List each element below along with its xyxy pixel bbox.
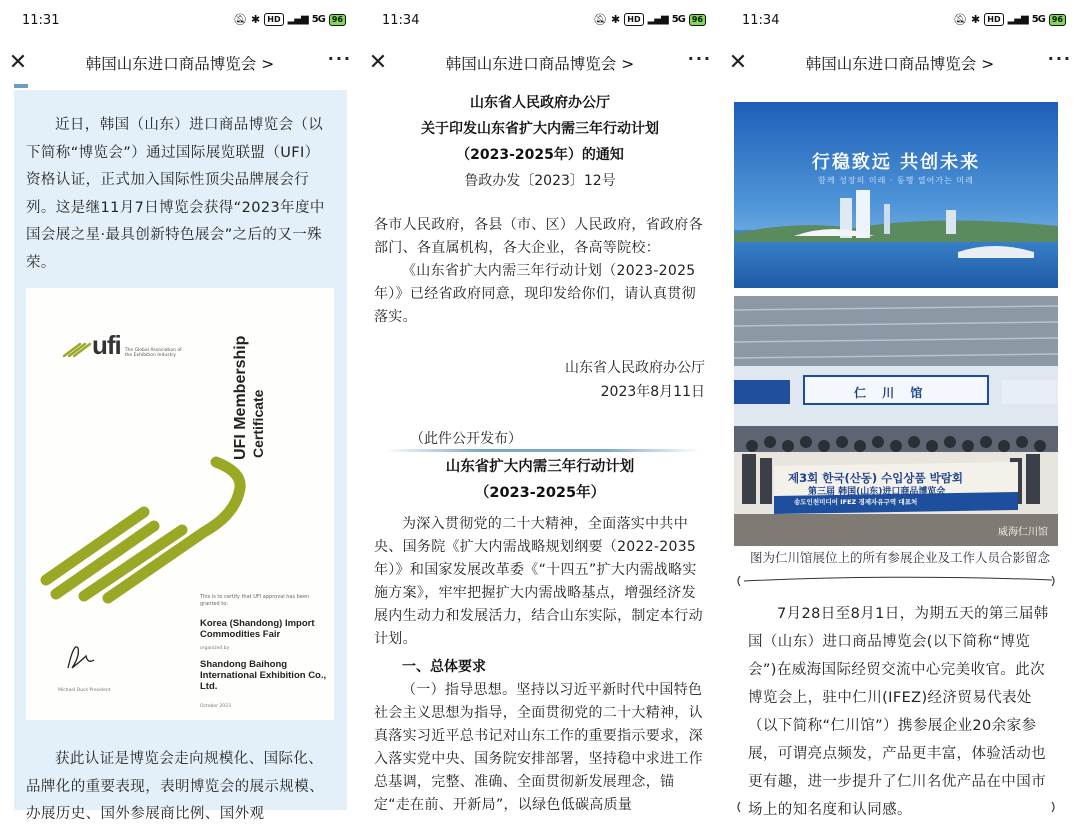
- hd-icon: HD: [984, 13, 1003, 26]
- close-icon[interactable]: ✕: [8, 50, 28, 75]
- accent-bar: [14, 84, 28, 88]
- article-paragraph: 7月28日至8月1日，为期五天的第三届韩国（山东）进口商品博览会(以下简称“博览会”)在威海国际经贸交流中心完美收官。此次博览会上，驻中仁川(IFEZ)经济贸易代表处（以下简称“仁川馆”）携参展企业20余家参展，可谓亮点频发，产品更丰富，体验活动也更有趣，进一步提升了仁川名优产品在中国市场上的知名度和认同感。: [748, 606, 1049, 818]
- bell-off-icon: 🔕︎: [953, 13, 968, 26]
- signer-name: Michael Duck President: [58, 688, 111, 693]
- city-skyline-graphic: [734, 102, 1058, 288]
- ufi-logo: [62, 332, 185, 358]
- close-icon[interactable]: ✕: [728, 50, 748, 75]
- section-divider: [384, 449, 700, 452]
- signature-graphic: [60, 638, 100, 678]
- ufi-logo-text: ufi: [92, 330, 121, 360]
- bluetooth-icon: ✱: [251, 13, 261, 26]
- organizer-name: Shandong Baihong International Exhibition Co., Ltd.: [200, 659, 327, 692]
- more-menu-icon[interactable]: ···: [327, 49, 352, 68]
- panel-article-policy: [360, 0, 720, 813]
- panel-article-incheon: [720, 0, 1080, 818]
- certify-statement: This is to certify that UFI approval has been granted to:: [200, 594, 310, 607]
- section-heading: 一、总体要求: [402, 659, 486, 675]
- signal-icon: ▂▄▆: [287, 14, 308, 25]
- account-title-link[interactable]: 韩国山东进口商品博览会 >: [85, 55, 275, 73]
- notice-text: 《山东省扩大内需三年行动计划（2023-2025年）》已经省政府同意，现印发给你们，请认真贯彻落实。: [374, 263, 696, 325]
- article-paragraph: 近日，韩国（山东）进口商品博览会（以下简称“博览会”）通过国际展览联盟（UFI）资格认证，正式加入国际性顶尖品牌展会行列。这是继11月7日博览会获得“2023年度中国会展之星·最具创新特色展会”之后的又一殊荣。: [26, 117, 325, 271]
- ufi-arrow-graphic: [26, 448, 266, 598]
- document-issuer: 山东省人民政府办公厅: [470, 95, 610, 111]
- decorative-divider-top: [734, 574, 1058, 588]
- certificate-title: [218, 335, 338, 460]
- bluetooth-icon: ✱: [611, 13, 621, 26]
- certificate-date: October 2023: [200, 704, 231, 709]
- document-title: 关于印发山东省扩大内需三年行动计划: [421, 121, 659, 137]
- status-bar: [360, 0, 720, 42]
- city-banner-image: [734, 102, 1058, 288]
- signal-5g-label: 5G: [311, 14, 325, 25]
- ufi-logo-mark-icon: [62, 340, 92, 358]
- status-time: 11:31: [22, 13, 60, 28]
- organized-by-label: organized by: [200, 646, 230, 651]
- signing-date: 2023年8月11日: [600, 384, 705, 400]
- hd-icon: HD: [624, 13, 643, 26]
- ufi-certificate-image: [26, 288, 334, 720]
- ufi-logo-subtitle: The Global Association of the Exhibition Industry: [124, 348, 182, 358]
- status-icons: [593, 13, 706, 26]
- more-menu-icon[interactable]: ···: [687, 49, 712, 68]
- plan-title: 山东省扩大内需三年行动计划: [445, 459, 635, 475]
- battery-icon: 96: [689, 14, 706, 26]
- photo-watermark: 威海仁川馆: [998, 527, 1048, 538]
- nav-bar: [0, 42, 360, 84]
- signing-organization: 山东省人民政府办公厅: [565, 360, 705, 376]
- banner-sponsor-line: 송도인천미디어 IFEZ 경제자유구역 대표처: [794, 498, 918, 506]
- bluetooth-icon: ✱: [971, 13, 981, 26]
- status-bar: [720, 0, 1080, 42]
- more-menu-icon[interactable]: ···: [1047, 49, 1072, 68]
- bell-off-icon: 🔕︎: [233, 13, 248, 26]
- nav-bar: [720, 42, 1080, 84]
- photo-caption: 图为仁川馆展位上的所有参展企业及工作人员合影留念: [749, 550, 1050, 565]
- fair-name: Korea (Shandong) Import Commodities Fair: [200, 618, 315, 640]
- signal-icon: ▂▄▆: [647, 14, 668, 25]
- banner-slogan: 行稳致远 共创未来: [811, 152, 981, 173]
- certificate-title-line1: UFI Membership: [232, 335, 249, 460]
- signal-5g-label: 5G: [1031, 14, 1045, 25]
- close-icon[interactable]: ✕: [368, 50, 388, 75]
- article-paragraph: 获此认证是博览会走向规模化、国际化、品牌化的重要表现，表明博览会的展示规模、办展历史、国外参展商比例、国外观: [26, 751, 324, 822]
- status-icons: [233, 13, 346, 26]
- status-time: 11:34: [742, 13, 780, 28]
- plan-intro: 为深入贯彻党的二十大精神，全面落实中共中央、国务院《扩大内需战略规划纲要（2022-2035年）》和国家发展改革委《“十四五”扩大内需战略实施方案》，牢牢把握扩大内需战略基点，增强经济发展内生动力和发展活力，结合山东实际，制定本行动计划。: [374, 516, 703, 647]
- decorative-divider-bottom: [734, 800, 1058, 814]
- hd-icon: HD: [264, 13, 283, 26]
- group-photo-image: [734, 296, 1058, 546]
- account-title-link[interactable]: 韩国山东进口商品博览会 >: [445, 55, 635, 73]
- battery-icon: 96: [1049, 14, 1066, 26]
- certificate-title-line2: Certificate: [250, 389, 266, 458]
- recipients-text: 各市人民政府，各县（市、区）人民政府，省政府各部门、各直属机构，各大企业，各高等院校：: [374, 217, 703, 256]
- battery-icon: 96: [329, 14, 346, 26]
- status-icons: [953, 13, 1066, 26]
- nav-bar: [360, 42, 720, 84]
- banner-slogan-korean: 함께 성장의 미래 · 동행 열어가는 미래: [818, 176, 974, 185]
- banner-chinese-title: 第三届 韩国(山东)进口商品博览会: [808, 487, 946, 497]
- bell-off-icon: 🔕︎: [593, 13, 608, 26]
- account-title-link[interactable]: 韩国山东进口商品博览会 >: [805, 55, 995, 73]
- exhibition-hall-graphic: [734, 296, 1058, 546]
- panel-article-ufi: [0, 0, 360, 822]
- guideline-text: （一）指导思想。坚持以习近平新时代中国特色社会主义思想为指导，全面贯彻党的二十大精神，认真落实习近平总书记对山东工作的重要指示要求，深入落实党中央、国务院安排部署，坚持稳中求进工作总基调，完整、准确、全面贯彻新发展理念，锚定“走在前、开新局”，以绿色低碳高质量: [374, 682, 703, 813]
- banner-korean-title: 제3회 한국(산동) 수입상품 박람회: [788, 471, 963, 485]
- signal-icon: ▂▄▆: [1007, 14, 1028, 25]
- public-release-note: （此件公开发布）: [410, 431, 522, 447]
- signal-5g-label: 5G: [671, 14, 685, 25]
- status-bar: [0, 0, 360, 42]
- document-title-years: （2023-2025年）的通知: [456, 147, 624, 163]
- status-time: 11:34: [382, 13, 420, 28]
- plan-title-years: （2023-2025年）: [474, 485, 606, 501]
- document-number: 鲁政办发〔2023〕12号: [464, 173, 616, 189]
- hall-sign-text: 仁 川 馆: [854, 386, 929, 400]
